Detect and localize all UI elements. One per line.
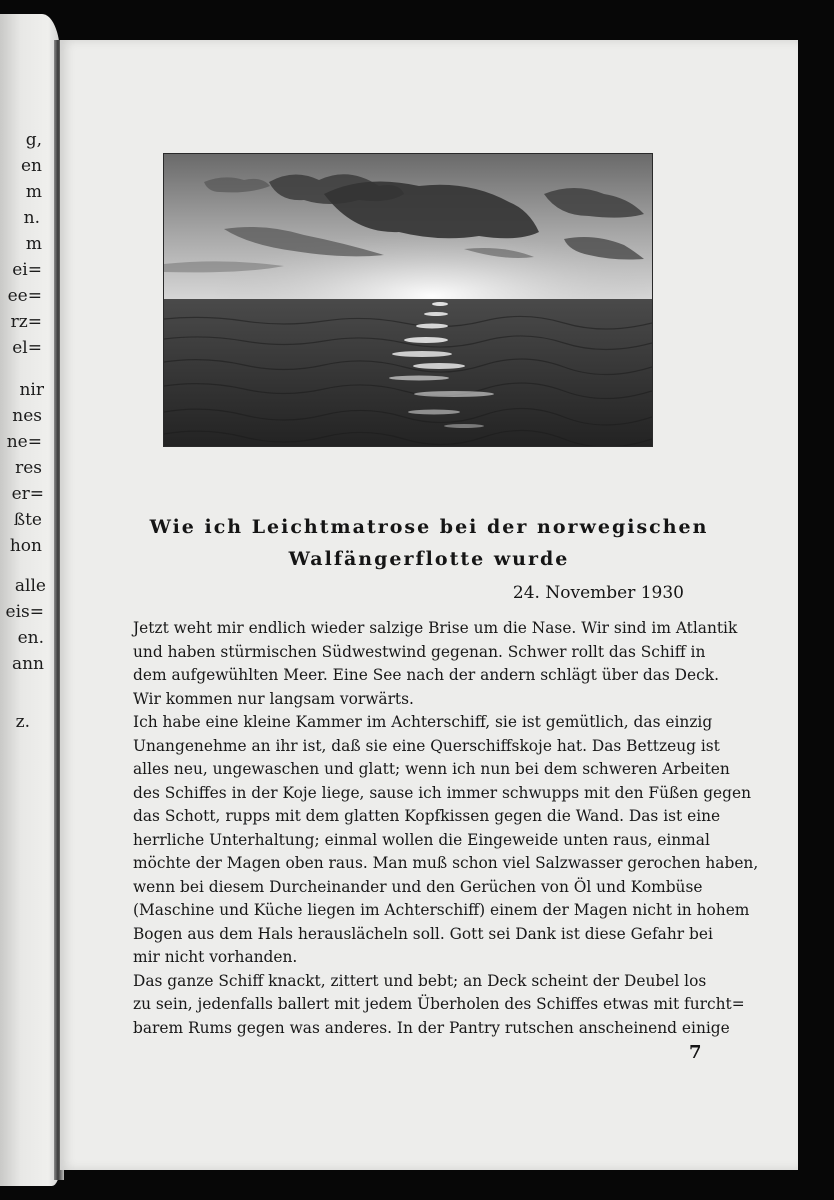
- text-line: Bogen aus dem Hals herauslächeln soll. Gott sei Dank ist diese Gefahr bei: [133, 924, 713, 943]
- facing-page-fragment: eis=: [5, 602, 44, 622]
- text-line: Jetzt weht mir endlich wieder salzige Brise um die Nase. Wir sind im Atlantik: [133, 619, 738, 637]
- text-line: barem Rums gegen was anderes. In der Pantry rutschen anscheinend einige: [133, 1018, 730, 1037]
- body-text: [133, 617, 759, 1040]
- facing-page-fragment: en.: [17, 628, 44, 648]
- text-line: Unangenehme an ihr ist, daß sie eine Querschiffskoje hat. Das Bettzeug ist: [133, 736, 720, 755]
- text-line: das Schott, rupps mit dem glatten Kopfkissen gegen die Wand. Das ist eine: [133, 807, 721, 825]
- text-line: alles neu, ungewaschen und glatt; wenn ich nun bei dem schweren Arbeiten: [133, 760, 730, 778]
- facing-page-fragment: nir: [19, 380, 44, 400]
- facing-page-fragment: en: [20, 156, 42, 176]
- text-line: und haben stürmischen Südwestwind gegenan. Schwer rollt das Schiff in: [133, 642, 706, 661]
- facing-page-fragment: el=: [12, 338, 42, 358]
- facing-page-fragment: g,: [25, 130, 42, 150]
- chapter-title-line-2: Walfängerflotte wurde: [288, 548, 570, 570]
- facing-page-fragment: ee=: [7, 286, 42, 306]
- facing-page-fragment: alle: [14, 576, 46, 596]
- text-line: möchte der Magen oben raus. Man muß schon viel Salzwasser gerochen haben,: [133, 854, 759, 872]
- facing-page-fragment: ann: [11, 654, 44, 674]
- text-line: Ich habe eine kleine Kammer im Achterschiff, sie ist gemütlich, das einzig: [133, 713, 713, 731]
- facing-page-fragment: m: [25, 234, 42, 254]
- facing-page-fragment: nes: [12, 406, 42, 426]
- book-page: [60, 40, 798, 1170]
- text-line: zu sein, jedenfalls ballert mit jedem Überholen des Schiffes etwas mit furcht=: [133, 995, 745, 1013]
- text-line: Das ganze Schiff knackt, zittert und bebt; an Deck scheint der Deubel los: [133, 971, 707, 990]
- facing-page-edge: [0, 14, 60, 1186]
- text-line: wenn bei diesem Durcheinander und den Gerüchen von Öl und Kombüse: [133, 877, 703, 896]
- entry-date: 24. November 1930: [512, 583, 684, 603]
- facing-page-fragment: ßte: [13, 510, 42, 530]
- chapter-title-line-1: Wie ich Leichtmatrose bei der norwegischen: [149, 516, 709, 538]
- text-line: mir nicht vorhanden.: [133, 948, 298, 966]
- facing-page-fragment: n.: [23, 208, 40, 228]
- text-line: des Schiffes in der Koje liege, sause ich immer schwupps mit den Füßen gegen: [133, 783, 752, 802]
- sunset-photo: [163, 153, 653, 447]
- facing-page-fragment: ne=: [6, 432, 42, 452]
- facing-page-fragment: m: [25, 182, 42, 202]
- sunset-over-sea-photo-icon: [164, 154, 652, 446]
- facing-page-fragment: rz=: [10, 312, 42, 332]
- page-number: 7: [689, 1042, 702, 1063]
- facing-page-fragment: res: [15, 458, 42, 478]
- text-line: (Maschine und Küche liegen im Achterschiff) einem der Magen nicht in hohem: [133, 901, 750, 919]
- text-line: dem aufgewühlten Meer. Eine See nach der andern schlägt über das Deck.: [133, 666, 719, 684]
- facing-page-fragment: ei=: [12, 260, 42, 280]
- facing-page-fragment: hon: [9, 536, 42, 556]
- facing-page-fragment: er=: [11, 484, 44, 504]
- text-line: Wir kommen nur langsam vorwärts.: [133, 689, 414, 708]
- text-line: herrliche Unterhaltung; einmal wollen die Eingeweide unten raus, einmal: [133, 830, 710, 849]
- facing-page-fragment: z.: [15, 712, 30, 732]
